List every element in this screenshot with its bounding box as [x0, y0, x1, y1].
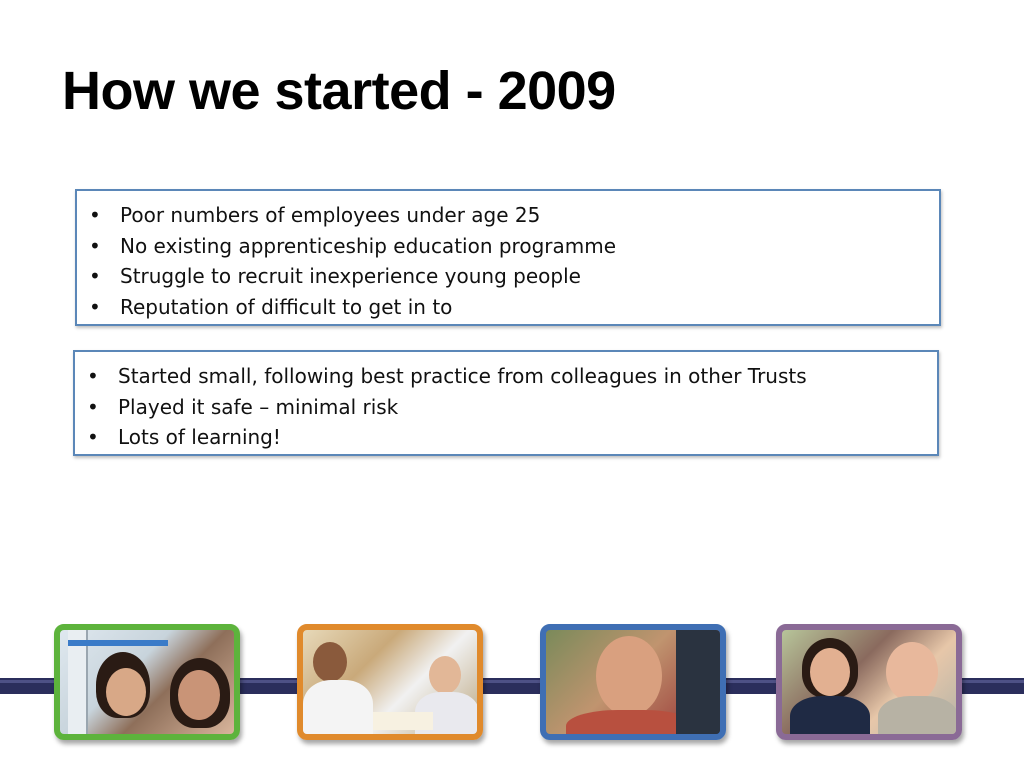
list-item: [87, 392, 937, 423]
photo-interview-meeting: [297, 624, 483, 740]
measuring-stick: [68, 630, 88, 740]
photo-carer-elderly: [776, 624, 962, 740]
challenges-list: [89, 200, 939, 322]
list-item-text: Lots of learning!: [118, 425, 281, 449]
table-papers: [373, 712, 433, 730]
list-item-text: Poor numbers of employees under age 25: [120, 203, 541, 227]
photo-man-portrait: [540, 624, 726, 740]
man-left-face: [313, 642, 347, 682]
list-item: [89, 231, 939, 262]
woman-uniform: [790, 696, 870, 740]
slide-title: How we started - 2009: [62, 61, 616, 121]
bullet-icon: •: [89, 294, 101, 319]
challenges-box: [75, 189, 941, 326]
bullet-icon: •: [89, 264, 101, 288]
woman-face: [178, 670, 220, 720]
bullet-icon: •: [89, 233, 101, 258]
measure-arm: [68, 640, 168, 646]
approach-box: [73, 350, 939, 456]
bullet-icon: •: [87, 364, 99, 388]
list-item-text: Reputation of difficult to get in to: [120, 294, 453, 319]
list-item: [87, 361, 937, 392]
bullet-icon: •: [89, 203, 101, 227]
approach-list: [87, 361, 937, 453]
child-face: [106, 668, 146, 716]
list-item: [89, 261, 939, 292]
woman-face: [810, 648, 850, 696]
list-item-text: Played it safe – minimal risk: [118, 394, 399, 419]
list-item-text: No existing apprenticeship education programme: [120, 233, 617, 258]
bullet-icon: •: [87, 425, 99, 449]
dark-background: [676, 630, 720, 740]
list-item: [89, 292, 939, 323]
elderly-man-jacket: [878, 696, 958, 740]
list-item-text: Started small, following best practice from colleagues in other Trusts: [118, 364, 807, 388]
photo-child-measurement: [54, 624, 240, 740]
man-face: [596, 636, 662, 716]
bullet-icon: •: [87, 394, 99, 419]
elderly-man-face: [886, 642, 938, 702]
list-item-text: Struggle to recruit inexperience young people: [120, 264, 581, 288]
list-item: [87, 422, 937, 453]
list-item: [89, 200, 939, 231]
man-left-shirt: [303, 680, 373, 740]
man-right-face: [429, 656, 461, 694]
